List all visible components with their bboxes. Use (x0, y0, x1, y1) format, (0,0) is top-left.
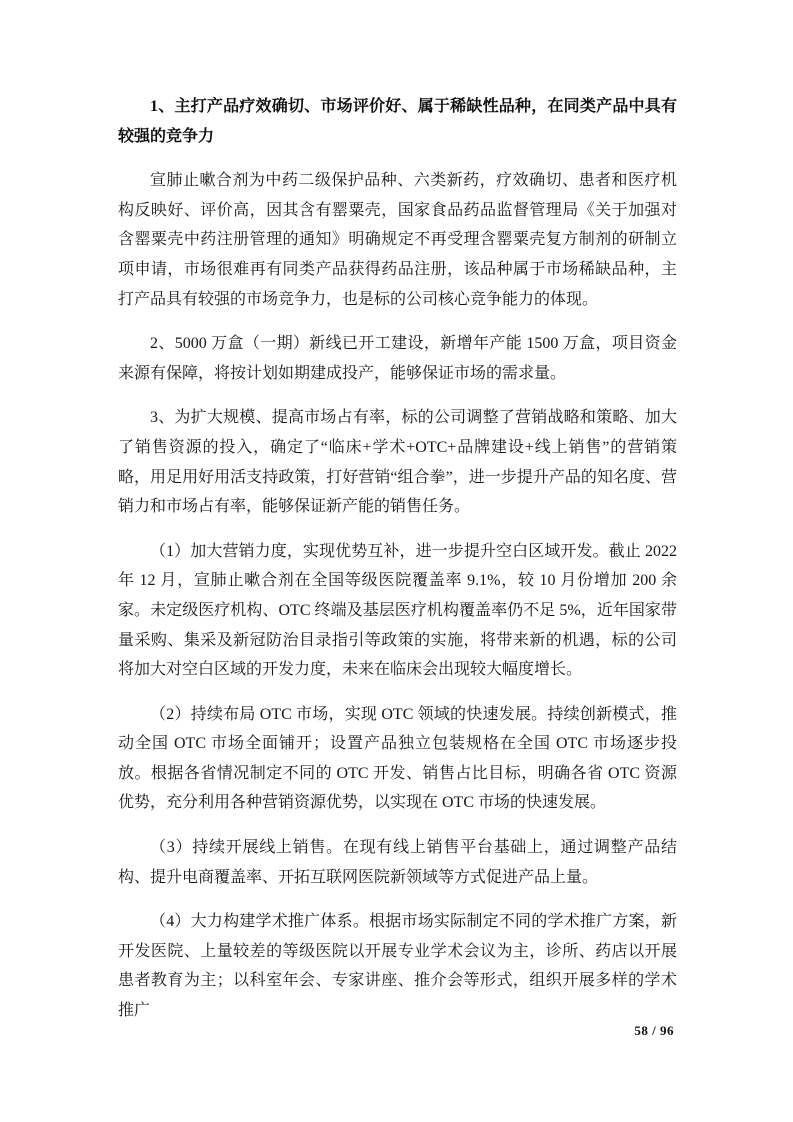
document-paragraph: （4）大力构建学术推广体系。根据市场实际制定不同的学术推广方案，新开发医院、上量较差的等级医院以开展专业学术会议为主，诊所、药店以开展患者教育为主；以科室年会、专家讲座、推介会等形式，组织开展多样的学术推广 (118, 913, 677, 1020)
document-paragraph: 3、为扩大规模、提高市场占有率，标的公司调整了营销战略和策略、加大了销售资源的投入，确定了“临床+学术+OTC+品牌建设+线上销售”的营销策略，用足用好用活支持政策，打好营销“组合拳”，进一步提升产品的知名度、营销力和市场占有率，能够保证新产能的销售任务。 (118, 409, 677, 516)
section-heading: 1、主打产品疗效确切、市场评价好、属于稀缺性品种，在同类产品中具有较强的竞争力 (118, 98, 677, 145)
document-paragraph: （2）持续布局 OTC 市场，实现 OTC 领域的快速发展。持续创新模式，推动全国 OTC 市场全面铺开；设置产品独立包装规格在全国 OTC 市场逐步投放。根据各省情况制定不同的 OTC 开发、销售占比目标，明确各省 OTC 资源优势，充分利用各种营销资源优势，以实现在 OTC 市场的快速发展。 (118, 705, 677, 812)
document-paragraph: 宣肺止嗽合剂为中药二级保护品种、六类新药，疗效确切、患者和医疗机构反映好、评价高，因其含有罂粟壳，国家食品药品监督管理局《关于加强对含罂粟壳中药注册管理的通知》明确规定不再受理含罂粟壳复方制剂的研制立项申请，市场很难再有同类产品获得药品注册，该品种属于市场稀缺品种，主打产品具有较强的市场竞争力，也是标的公司核心竞争能力的体现。 (118, 172, 677, 308)
document-paragraph: （3）持续开展线上销售。在现有线上销售平台基础上，通过调整产品结构、提升电商覆盖率、开拓互联网医院新领域等方式促进产品上量。 (118, 839, 677, 886)
document-body (118, 92, 677, 1041)
page-number: 58 / 96 (634, 1023, 674, 1038)
document-paragraph: （1）加大营销力度，实现优势互补，进一步提升空白区域开发。截止 2022 年 12 月，宣肺止嗽合剂在全国等级医院覆盖率 9.1%，较 10 月份增加 200 余家。未定级医疗机构、OTC 终端及基层医疗机构覆盖率仍不足 5%，近年国家带量采购、集采及新冠防治目录指引等政策的实施，将带来新的机遇，标的公司将加大对空白区域的开发力度，未来在临床会出现较大幅度增长。 (118, 542, 677, 679)
document-paragraph: 2、5000 万盒（一期）新线已开工建设，新增年产能 1500 万盒，项目资金来源有保障，将按计划如期建成投产，能够保证市场的需求量。 (118, 335, 677, 382)
